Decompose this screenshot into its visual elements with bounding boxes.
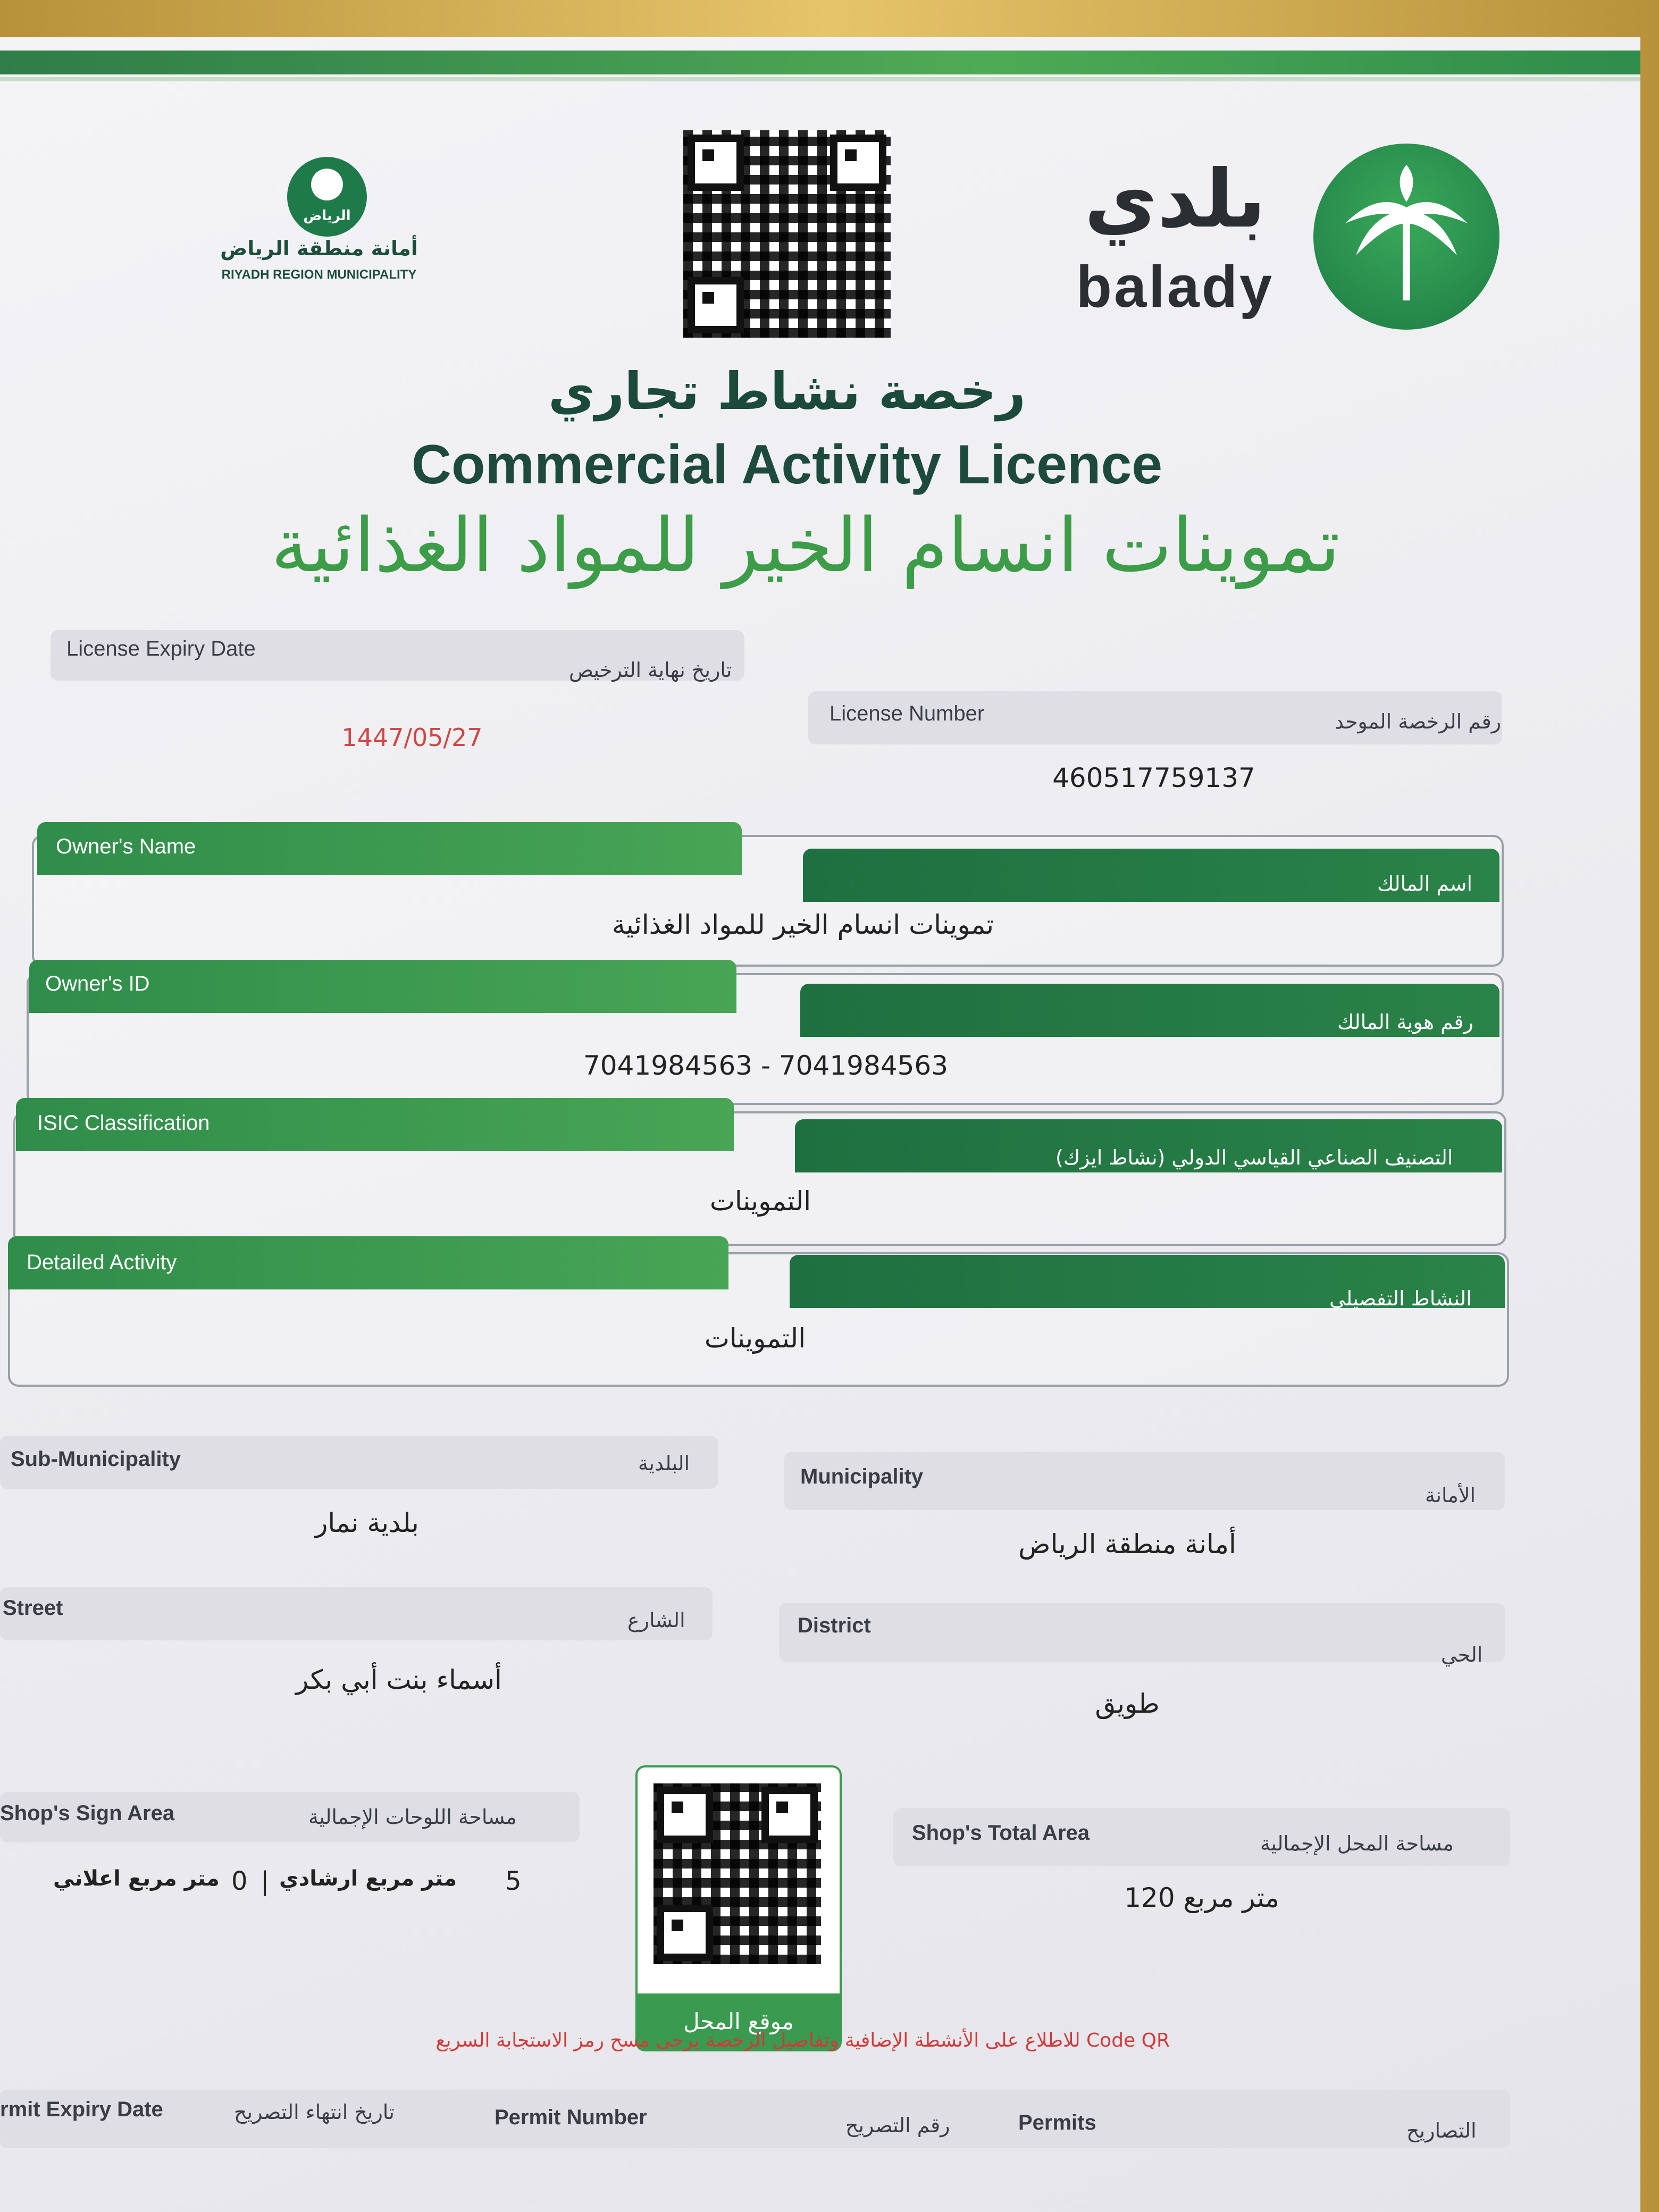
- district-label-ar: الحي: [1441, 1643, 1483, 1666]
- license-expiry-value: 1447/05/27: [341, 723, 483, 752]
- balady-arabic-wordmark: بلدي: [1084, 153, 1266, 246]
- district-header: [779, 1603, 1505, 1662]
- balady-logo: [1063, 144, 1499, 335]
- sign-area-ad-unit: متر مربع اعلاني: [53, 1866, 220, 1891]
- municipality-label-ar: الأمانة: [1425, 1484, 1476, 1507]
- palm-tree-icon: [1313, 144, 1499, 330]
- sign-area-label-ar: مساحة اللوحات الإجمالية: [308, 1805, 517, 1829]
- license-number-value: 460517759137: [1052, 763, 1255, 793]
- riyadh-badge-text: الرياض: [303, 208, 351, 224]
- sign-area-values: [53, 1866, 532, 1904]
- sign-area-label-en: Shop's Sign Area: [0, 1802, 175, 1825]
- permit-number-label-ar: رقم التصريح: [845, 2114, 950, 2137]
- riyadh-logo-english: RIYADH REGION MUNICIPALITY: [221, 267, 417, 282]
- owner-name-label-en: Owner's Name: [56, 835, 196, 858]
- shop-location-card[interactable]: [635, 1765, 842, 2051]
- permits-header: [0, 2090, 1510, 2148]
- license-expiry-label-en: License Expiry Date: [66, 637, 256, 660]
- sign-area-guide-unit: متر مربع ارشادي: [279, 1866, 457, 1891]
- title-arabic: رخصة نشاط تجاري: [548, 362, 1026, 421]
- sub-municipality-label-ar: البلدية: [638, 1452, 690, 1475]
- total-area-value: 120 متر مربع: [1124, 1882, 1279, 1913]
- permits-label-ar: التصاريح: [1406, 2119, 1477, 2142]
- license-number-label-en: License Number: [830, 702, 985, 725]
- top-green-stripe: [0, 51, 1640, 74]
- top-light-stripe: [0, 77, 1640, 81]
- street-label-ar: الشارع: [627, 1608, 685, 1632]
- riyadh-municipality-logo: [213, 157, 425, 295]
- riyadh-logo-arabic: أمانة منطقة الرياض: [220, 237, 418, 260]
- street-label-en: Street: [3, 1596, 63, 1620]
- sign-area-ad-value: 0: [231, 1866, 248, 1896]
- balady-english-wordmark: balady: [1076, 254, 1275, 320]
- owner-id-label-ar: رقم هوية المالك: [1337, 1010, 1473, 1034]
- total-area-label-en: Shop's Total Area: [912, 1821, 1090, 1845]
- license-number-label-ar: رقم الرخصة الموحد: [1335, 710, 1502, 733]
- detailed-activity-value: التموينات: [704, 1323, 806, 1354]
- district-label-en: District: [798, 1614, 871, 1637]
- license-document: [0, 37, 1640, 2212]
- owner-name-label-ar: اسم المالك: [1377, 872, 1473, 895]
- riyadh-emblem-icon: [287, 157, 367, 237]
- license-expiry-label-ar: تاريخ نهاية الترخيص: [569, 658, 732, 682]
- sub-municipality-label-en: Sub-Municipality: [11, 1447, 181, 1471]
- owner-id-value: 7041984563 - 7041984563: [583, 1050, 949, 1081]
- detailed-activity-label-ar: النشاط التفصيلي: [1329, 1287, 1472, 1310]
- municipality-label-en: Municipality: [800, 1465, 924, 1488]
- business-name-title: تموينات انسام الخير للمواد الغذائية: [271, 502, 1340, 589]
- permit-expiry-label-en: rmit Expiry Date: [0, 2098, 163, 2121]
- permit-expiry-label-ar: تاريخ انتهاء التصريح: [234, 2100, 395, 2124]
- isic-label-ar: التصنيف الصناعي القياسي الدولي (نشاط ايزك): [1055, 1146, 1453, 1169]
- qr-instruction-note: Code QR للاطلاع على الأنشطة الإضافية وتفاصيل الرخصة يرجى مسح رمز الاستجابة السريع: [435, 2030, 1170, 2051]
- title-english: Commercial Activity Licence: [411, 434, 1163, 496]
- isic-value: التموينات: [709, 1186, 811, 1217]
- street-value: أسماء بنت أبي بكر: [296, 1664, 502, 1695]
- total-area-label-ar: مساحة المحل الإجمالية: [1260, 1832, 1454, 1855]
- owner-name-value: تموينات انسام الخير للمواد الغذائية: [611, 909, 994, 940]
- detailed-activity-label-en: Detailed Activity: [27, 1251, 177, 1274]
- license-qr-code[interactable]: [683, 130, 891, 338]
- sign-area-separator: |: [261, 1866, 270, 1896]
- sub-municipality-value: بلدية نمار: [315, 1507, 419, 1538]
- shop-location-qr-code[interactable]: [653, 1783, 821, 1964]
- sign-area-guide-value: 5: [505, 1866, 522, 1896]
- district-value: طويق: [1095, 1688, 1160, 1719]
- owner-id-label-en: Owner's ID: [45, 972, 150, 995]
- shop-location-label[interactable]: موقع المحل: [638, 1993, 840, 2049]
- isic-label-en: ISIC Classification: [37, 1111, 210, 1135]
- permit-number-label-en: Permit Number: [495, 2106, 647, 2129]
- municipality-value: أمانة منطقة الرياض: [1018, 1529, 1236, 1560]
- permits-label-en: Permits: [1018, 2111, 1096, 2134]
- street-header: [0, 1587, 713, 1640]
